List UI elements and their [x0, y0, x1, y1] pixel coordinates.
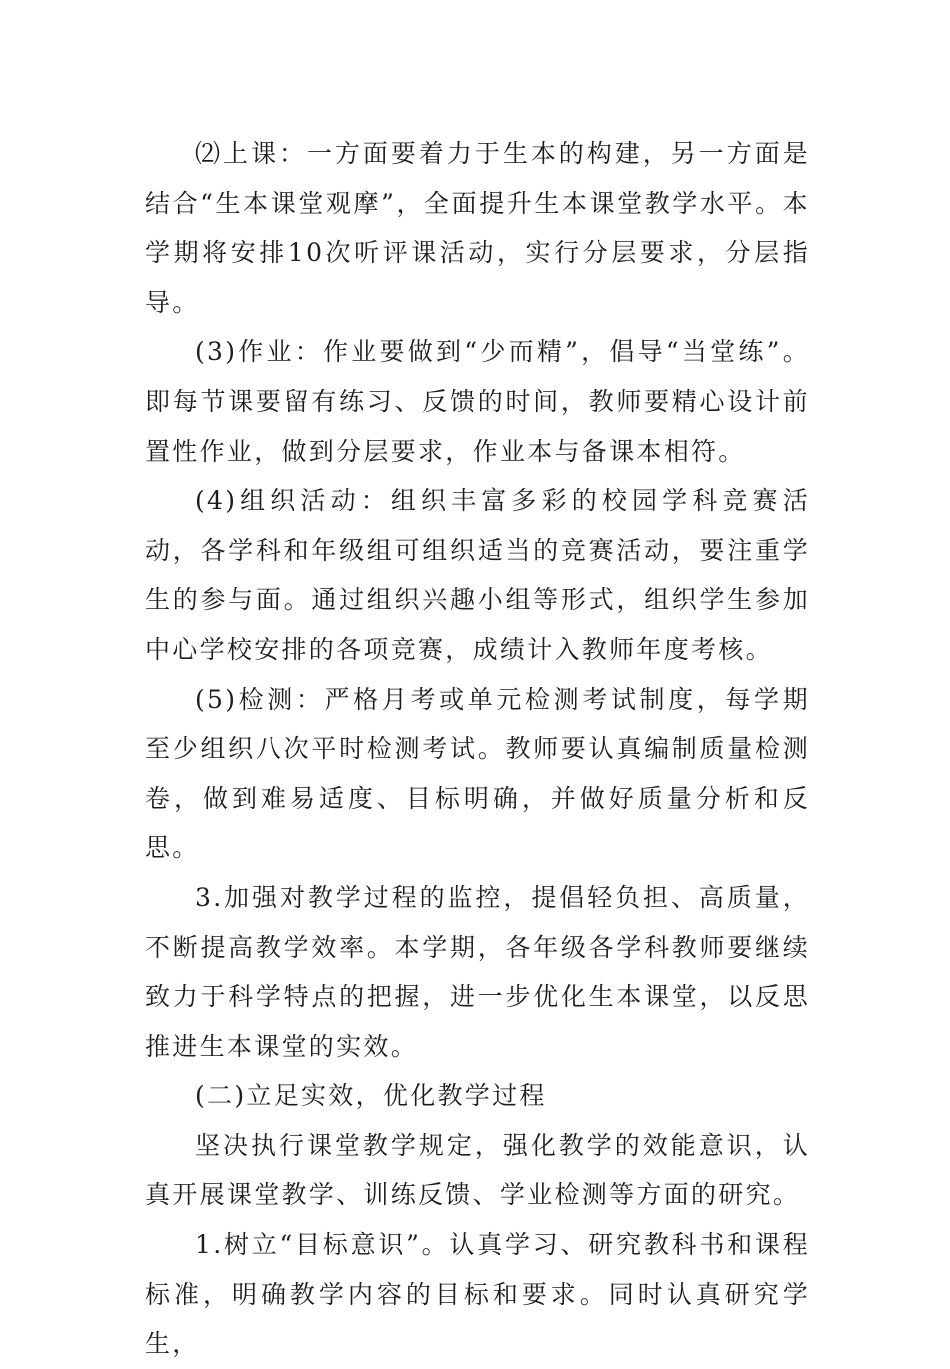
paragraph-testing: (5)检测：严格月考或单元检测考试制度，每学期至少组织八次平时检测考试。教师要认真编制质量检测卷，做到难易适度、目标明确，并做好质量分析和反思。 — [145, 684, 810, 863]
paragraph-section-intro: 坚决执行课堂教学规定，强化教学的效能意识，认真开展课堂教学、训练反馈、学业检测等方面的研究。 — [145, 1130, 810, 1210]
paragraph-monitoring: 3.加强对教学过程的监控，提倡轻负担、高质量，不断提高教学效率。本学期，各年级各学科教师要继续致力于科学特点的把握，进一步优化生本课堂，以反思推进生本课堂的实效。 — [145, 882, 810, 1061]
paragraph-homework: (3)作业：作业要做到“少而精”，倡导“当堂练”。即每节课要留有练习、反馈的时间，教师要精心设计前置性作业，做到分层要求，作业本与备课本相符。 — [145, 337, 810, 466]
paragraph-lesson: ⑵上课：一方面要着力于生本的构建，另一方面是结合“生本课堂观摩”，全面提升生本课堂教学水平。本学期将安排10次听评课活动，实行分层要求，分层指导。 — [145, 139, 810, 317]
section-heading: (二)立足实效，优化教学过程 — [195, 1081, 547, 1111]
paragraph-activities: (4)组织活动：组织丰富多彩的校园学科竞赛活动，各学科和年级组可组织适当的竞赛活动，要注重学生的参与面。通过组织兴趣小组等形式，组织学生参加中心学校安排的各项竞赛，成绩计入教师年度考核。 — [145, 486, 810, 664]
paragraph-goal-awareness: 1.树立“目标意识”。认真学习、研究教科书和课程标准，明确教学内容的目标和要求。同时认真研究学生， — [145, 1230, 810, 1359]
document-body — [145, 129, 810, 1369]
